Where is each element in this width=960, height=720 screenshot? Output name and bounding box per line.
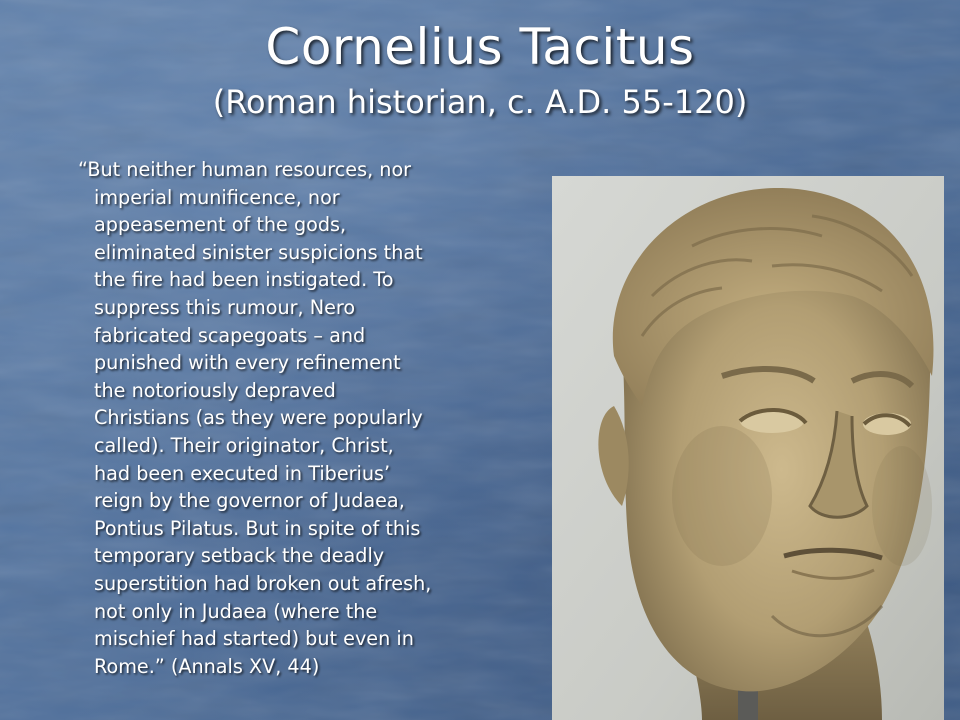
- quote-line: punished with every refinement: [94, 351, 401, 375]
- quote-line: eliminated sinister suspicions that: [94, 240, 423, 264]
- marble-bust-image: [552, 176, 944, 720]
- quote-line: Christians (as they were popularly: [94, 406, 423, 430]
- quote-line: not only in Judaea (where the: [94, 599, 378, 623]
- quote-line: mischief had started) but even in: [94, 627, 414, 651]
- quote-line: appeasement of the gods,: [94, 213, 347, 237]
- quote-line: reign by the governor of Judaea,: [94, 489, 405, 513]
- quote-line: superstition had broken out afresh,: [94, 571, 432, 595]
- slide-title: Cornelius Tacitus: [265, 18, 695, 76]
- title-block: [0, 18, 960, 122]
- quote-line: Pontius Pilatus. But in spite of this: [94, 516, 421, 540]
- quote-text: [78, 156, 473, 680]
- quote-line: imperial munificence, nor: [94, 185, 340, 209]
- quote-line: “But neither human resources, nor: [78, 158, 412, 181]
- quote-line: the notoriously depraved: [94, 378, 336, 402]
- quote-line: fabricated scapegoats – and: [94, 323, 366, 347]
- quote-line: suppress this rumour, Nero: [94, 295, 356, 319]
- quote-line: the fire had been instigated. To: [94, 268, 394, 292]
- quote-line: temporary setback the deadly: [94, 544, 385, 568]
- quote-line: called). Their originator, Christ,: [94, 433, 394, 457]
- quote-line: had been executed in Tiberius’: [94, 461, 391, 485]
- slide-subtitle: (Roman historian, c. A.D. 55-120): [212, 83, 748, 121]
- bust-photo: [552, 176, 944, 720]
- quote-line: Rome.” (Annals XV, 44): [94, 654, 320, 678]
